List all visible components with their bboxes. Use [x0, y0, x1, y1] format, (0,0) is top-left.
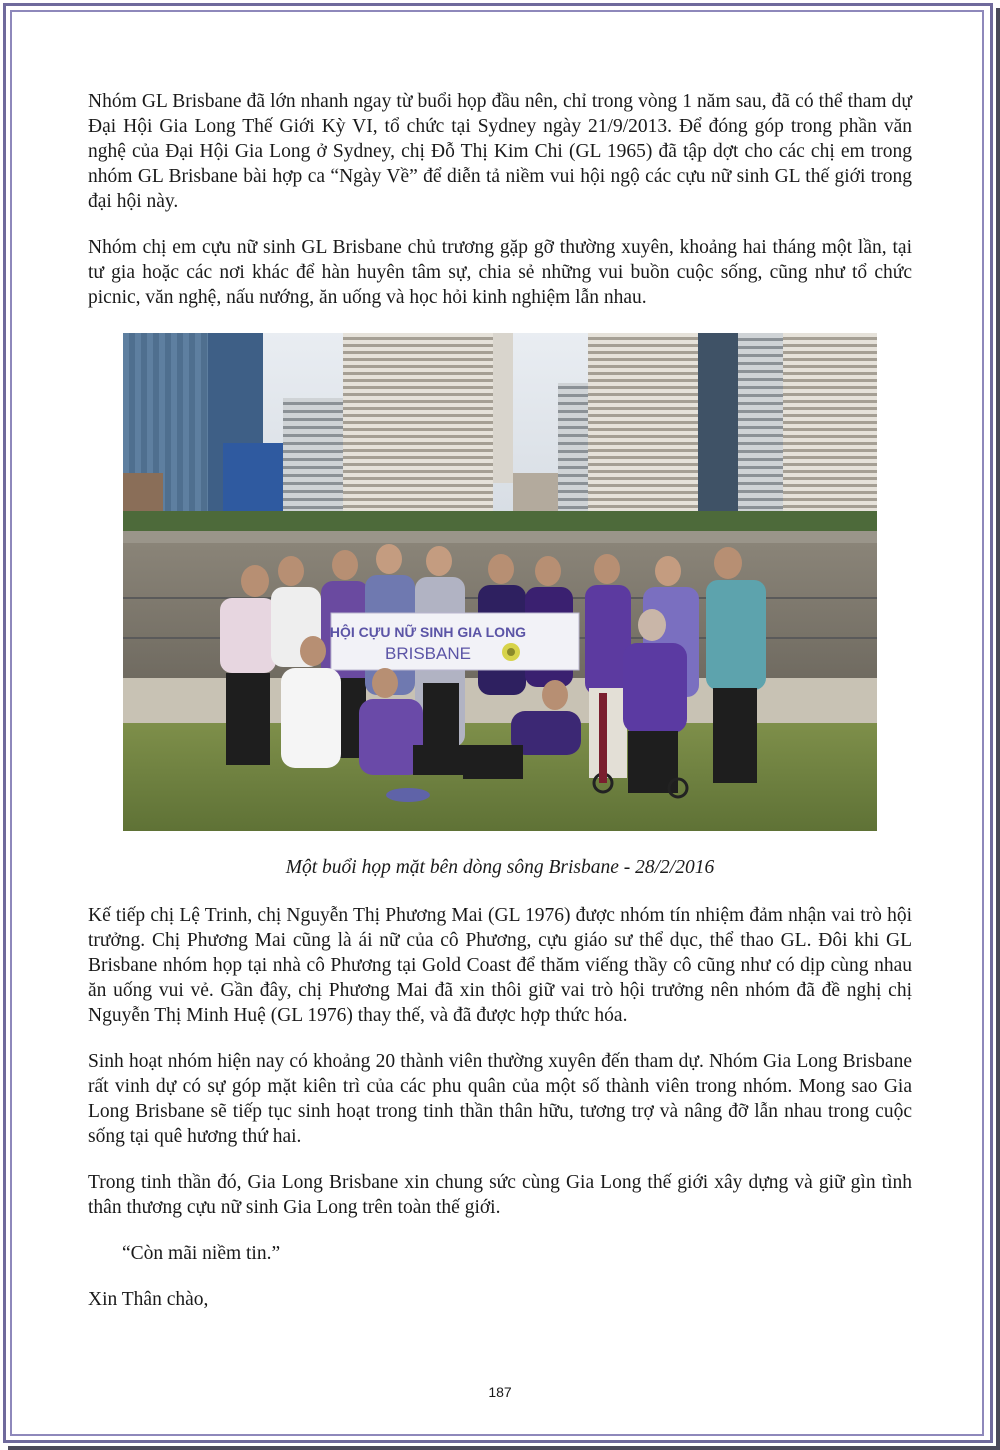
banner-line-1: HỘI CỰU NỮ SINH GIA LONG — [329, 624, 527, 640]
page-shadow-bottom — [8, 1446, 1000, 1450]
paragraph-4: Sinh hoạt nhóm hiện nay có khoảng 20 thành viên thường xuyên đến tham dự. Nhóm Gia Long Brisbane rất vinh dự có sự góp mặt kiên trì của các phu quân của một số thành viên trong nhóm. Mong sao Gia Long Brisbane sẽ tiếp tục sinh hoạt trong tinh thần thân hữu, tương trợ và nâng đỡ lẫn nhau trong cuộc sống tại quê hương thứ hai. — [88, 1051, 912, 1147]
photo-caption: Một buổi họp mặt bên dòng sông Brisbane - 28/2/2016 — [285, 857, 715, 878]
motto-quote: “Còn mãi niềm tin.” — [122, 1243, 281, 1264]
page-number: 187 — [488, 1384, 512, 1400]
paragraph-2: Nhóm chị em cựu nữ sinh GL Brisbane chủ trương gặp gỡ thường xuyên, khoảng hai tháng một lần, tại tư gia hoặc các nơi khác để hàn huyên tâm sự, chia sẻ những vui buồn cuộc sống, cũng như tổ chức picnic, văn nghệ, nấu nướng, ăn uống và học hỏi kinh nghiệm lẫn nhau. — [88, 237, 912, 308]
page-shadow-right — [996, 8, 1000, 1450]
paragraph-1: Nhóm GL Brisbane đã lớn nhanh ngay từ buổi họp đầu nên, chỉ trong vòng 1 năm sau, đã có thể tham dự Đại Hội Gia Long Thế Giới Kỳ VI, tổ chức tại Sydney ngày 21/9/2013. Để đóng góp trong phần văn nghệ của Đại Hội Gia Long ở Sydney, chị Đỗ Thị Kim Chi (GL 1965) đã tập dợt cho các chị em trong nhóm GL Brisbane bài hợp ca “Ngày Về” để diễn tả niềm vui hội ngộ các cựu nữ sinh GL thế giới trong đại hội này. — [88, 91, 912, 212]
paragraph-5: Trong tinh thần đó, Gia Long Brisbane xin chung sức cùng Gia Long thế giới xây dựng và giữ gìn tình thân thương cựu nữ sinh Gia Long trên toàn thế giới. — [88, 1172, 912, 1218]
article-top — [88, 89, 912, 331]
banner-line-2: BRISBANE — [385, 644, 471, 663]
article-bottom — [88, 903, 912, 1312]
paragraph-3: Kế tiếp chị Lệ Trinh, chị Nguyễn Thị Phương Mai (GL 1976) được nhóm tín nhiệm đảm nhận vai trò hội trưởng. Chị Phương Mai cũng là ái nữ của cô Phương, cựu giáo sư thể dục, thể thao GL. Đôi khi GL Brisbane nhóm họp tại nhà cô Phương tại Gold Coast để thăm viếng thầy cô cũng như có dịp cùng nhau ăn uống vui vẻ. Gần đây, chị Phương Mai đã xin thôi giữ vai trò hội trưởng nên nhóm đã đề nghị chị Nguyễn Thị Minh Huệ (GL 1976) thay thế, và đã được hợp thức hóa. — [88, 905, 912, 1026]
closing-greeting: Xin Thân chào, — [88, 1289, 209, 1310]
group-photo — [123, 333, 877, 831]
